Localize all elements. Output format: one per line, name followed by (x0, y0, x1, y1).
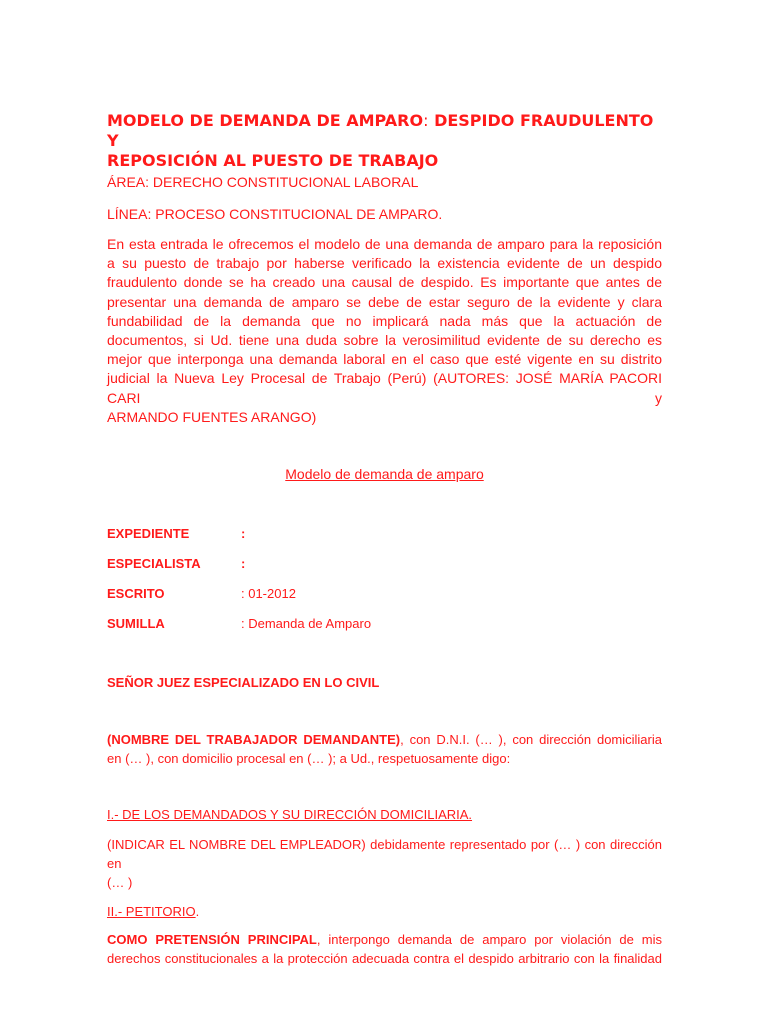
field-value: : (241, 556, 246, 572)
intro-line: judicial la Nueva Ley Procesal de Trabajo (Perú) (AUTORES: JOSÉ MARÍA PACORI CARI y (107, 370, 662, 406)
intro-line: fraudulento donde se ha creado una causal de despido. Es importante que antes de (107, 274, 662, 291)
section-1-heading: I.- DE LOS DEMANDADOS Y SU DIRECCIÓN DOMICILIARIA. (107, 807, 473, 823)
area-line: ÁREA: DERECHO CONSTITUCIONAL LABORAL (107, 174, 419, 190)
field-row-sumilla (107, 614, 662, 644)
section-1-text-line-1: (INDICAR EL NOMBRE DEL EMPLEADOR) debidamente representado por (… ) con dirección en (107, 837, 662, 872)
intro-line: fundabilidad de la demanda que no implicará nada más que la actuación de (107, 312, 662, 329)
section-1-text (107, 835, 662, 892)
model-heading: Modelo de demanda de amparo (285, 466, 484, 483)
intro-line: ARMANDO FUENTES ARANGO) (107, 408, 317, 425)
intro-line: En esta entrada le ofrecemos el modelo de una demanda de amparo para la reposición (107, 236, 662, 252)
title-line-2: REPOSICIÓN AL PUESTO DE TRABAJO (107, 151, 439, 170)
title-colon: : (423, 111, 429, 130)
plaintiff-name-placeholder: (NOMBRE DEL TRABAJADOR DEMANDANTE) (107, 732, 401, 748)
field-label: SUMILLA (107, 616, 165, 632)
plaintiff-line-1 (107, 730, 662, 749)
field-row-escrito (107, 584, 662, 614)
plaintiff-paragraph (107, 730, 662, 768)
document-page (107, 111, 662, 968)
plaintiff-line-2: en (… ), con domicilio procesal en (… ); a Ud., respetuosamente digo: (107, 751, 511, 767)
document-title (107, 111, 662, 171)
petitorio-line-2: derechos constitucionales a la protección adecuada contra el despido arbitrario con la finalidad (107, 951, 662, 967)
linea-line: LÍNEA: PROCESO CONSTITUCIONAL DE AMPARO. (107, 206, 443, 222)
field-label: ESCRITO (107, 586, 165, 602)
intro-line: documentos, si Ud. tiene una duda sobre la verosimilitud evidente de su derecho es (107, 332, 662, 349)
addressee-line: SEÑOR JUEZ ESPECIALIZADO EN LO CIVIL (107, 675, 380, 691)
petitorio-line-1 (107, 930, 662, 949)
field-label: EXPEDIENTE (107, 526, 190, 542)
plaintiff-line-1-rest: , con D.N.I. (… ), con dirección domiciliaria (400, 732, 662, 748)
case-fields (107, 524, 662, 644)
section-2-heading: II.- PETITORIO (107, 904, 196, 920)
intro-paragraph (107, 235, 662, 427)
field-value: : (241, 526, 246, 542)
petitorio-paragraph (107, 930, 662, 968)
title-part-1: MODELO DE DEMANDA DE AMPARO (107, 111, 424, 130)
intro-line: a su puesto de trabajo por haberse verificado la existencia evidente de un despido (107, 255, 662, 272)
intro-line: mejor que interponga una demanda laboral en el caso que esté vigente en su distrito (107, 351, 662, 368)
section-1-text-line-2: (… ) (107, 875, 133, 891)
petitorio-lead: COMO PRETENSIÓN PRINCIPAL (107, 932, 317, 948)
intro-line: presentar una demanda de amparo se debe de estar seguro de la evidente y clara (107, 293, 662, 310)
title-part-2: DESPIDO FRAUDULENTO Y (107, 111, 654, 150)
field-value: : 01-2012 (241, 586, 296, 602)
field-value: : Demanda de Amparo (241, 616, 372, 632)
field-label: ESPECIALISTA (107, 556, 201, 572)
field-row-expediente (107, 524, 662, 554)
field-row-especialista (107, 554, 662, 584)
section-2-heading-suffix: . (195, 904, 200, 920)
section-2-heading-line (107, 902, 662, 922)
petitorio-line-1-rest: , interpongo demanda de amparo por violación de mis (316, 932, 662, 948)
